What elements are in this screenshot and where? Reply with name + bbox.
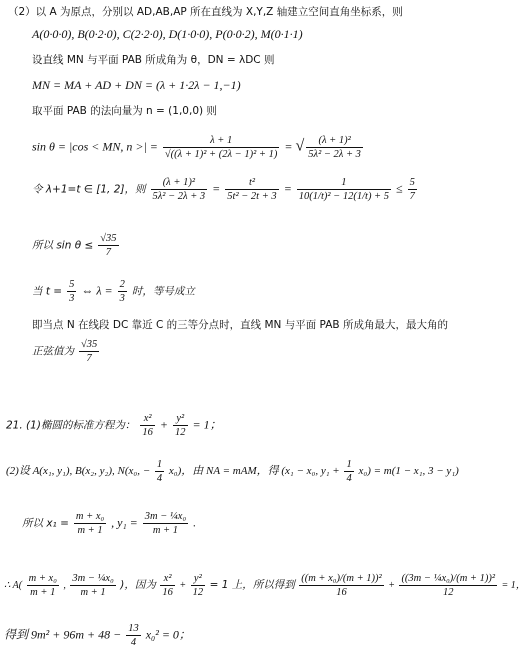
fraction: $\frac{2}{3}$ <box>119 279 125 304</box>
angle-setup-line: 设直线 MN 与平面 PAB 所成角为 θ，DN = λDC 则 <box>32 54 275 66</box>
fraction: $\frac{\text{y²}}{12}$ <box>192 573 204 598</box>
normal-vector-line: 取平面 PAB 的法向量为 n = (1,0,0) 则 <box>32 105 217 117</box>
problem-21-line: 21. (1)椭圆的标准方程为： $\frac{\text{x²}}{16}$ + $\frac{\text{y²}}{12}$ = 1； <box>6 413 222 438</box>
fraction: $\frac{\text{y²}}{12}$ <box>175 413 186 438</box>
vector-mn-line: MN = MA + AD + DN = (λ + 1·2λ − 1,−1) <box>32 78 241 92</box>
fraction: $\frac{\text{3m − ¼x₀}}{m + 1}$ <box>144 511 187 536</box>
fraction: $\frac{5}{3}$ <box>69 279 75 304</box>
fraction: $\frac{\text{m + x₀}}{m + 1}$ <box>75 511 105 536</box>
fraction: $\frac{13}{4}$ <box>128 623 139 648</box>
coordinates-line: A(0·0·0), B(0·2·0), C(2·2·0), D(1·0·0), P(0·0·2), M(0·1·1) <box>32 27 303 41</box>
x1-y1-line: 所以 x₁ = $\frac{\text{m + x₀}}{m + 1}$ , y₁ = $\frac{\text{3m − ¼x₀}}{m + 1}$ . <box>22 511 197 536</box>
point-a-line: ∴ A( $\frac{\text{m + x₀}}{m + 1}$ , $\frac{\text{3m − ¼x₀}}{m + 1}$ )，因为 $\frac{\text{x²}}{16}$ + $\frac{\text{y²}}{12}$ = 1 上，所以得到 $\frac{\text{((m + x₀)/(m + 1))²}}{16}$ + $\frac{\text{((3m − ¼x₀)/(m + 1))²}}{12}$ = 1， <box>4 573 526 598</box>
fraction: $\frac{\text{x²}}{16}$ <box>142 413 153 438</box>
fraction: $\frac{\text{((m + x₀)/(m + 1))²}}{16}$ <box>301 573 382 598</box>
part-2-setup-line: (2)设 A(x₁, y₁), B(x₂, y₂), N(x₀, − $\frac{1}{4}$ x₀)，由 NA = mAM，得 (x₁ − x₀, y₁ + $\frac{1}{4}$ x₀) = m(1 − x₁, 3 − y₁) <box>6 459 459 484</box>
fraction: $\frac{\text{m + x₀}}{m + 1}$ <box>28 573 57 598</box>
fraction: $\frac{\text{x²}}{16}$ <box>162 573 173 598</box>
fraction: $\frac{1}{\text{10(1/t)² − 12(1/t) + 5}}$ <box>298 177 390 202</box>
sin-theta-line: sin θ = |cos < MN, n >| = $\frac{\lambda + 1}{\text{√((λ + 1)² + (2λ − 1)² + 1)}}$ = √ $\frac{\text{(λ + 1)²}}{\text{5λ² − 2λ + 3}}$ <box>32 135 361 160</box>
fraction: $\frac{\lambda + 1}{\text{√((λ + 1)² + (2λ − 1)² + 1)}}$ <box>164 135 278 160</box>
max-sine-line: 正弦值为 $\frac{√35}{7}$ <box>32 339 98 364</box>
fraction: $\frac{√35}{7}$ <box>81 339 98 364</box>
fraction: $\frac{\text{(λ + 1)²}}{\text{5λ² − 2λ + 3}}$ <box>308 135 361 160</box>
fraction: $\frac{1}{4}$ <box>156 459 163 484</box>
fraction: $\frac{√35}{7}$ <box>100 233 117 258</box>
fraction: $\frac{1}{4}$ <box>346 459 352 484</box>
fraction: $\frac{\text{(λ + 1)²}}{\text{5λ² − 2λ + 3}}$ <box>152 177 206 202</box>
fraction: $\frac{\text{((3m − ¼x₀)/(m + 1))²}}{12}$ <box>401 573 496 598</box>
equality-condition-line: 当 t = $\frac{5}{3}$ ⇔ λ = $\frac{2}{3}$ 时，等号成立 <box>32 279 195 304</box>
conclusion-line: 即当点 N 在线段 DC 靠近 C 的三等分点时，直线 MN 与平面 PAB 所成角最大，最大角的 <box>32 319 448 331</box>
fraction: $\frac{\text{3m − ¼x₀}}{m + 1}$ <box>72 573 114 598</box>
fraction: $\frac{5}{7}$ <box>409 177 415 202</box>
result-equation-line: 得到 9m² + 96m + 48 − $\frac{13}{4}$ x₀² = 0； <box>4 623 191 648</box>
fraction: $\frac{\text{t²}}{\text{5t² − 2t + 3}}$ <box>227 177 277 202</box>
solution-line-1: （2）以 A 为原点，分别以 AD,AB,AP 所在直线为 X,Y,Z 轴建立空间直角坐标系，则 <box>8 6 403 18</box>
sin-bound-line: 所以 sin θ ≤ $\frac{√35}{7}$ <box>32 233 117 258</box>
substitution-line: 令 λ+1=t ∈ [1, 2]，则 $\frac{\text{(λ + 1)²}}{\text{5λ² − 2λ + 3}}$ = $\frac{\text{t²}}{\text{5t² − 2t + 3}}$ = $\frac{1}{\text{10(1/t)² − 12(1/t) + 5}}$ ≤ $\frac{5}{7}$ <box>32 177 415 202</box>
